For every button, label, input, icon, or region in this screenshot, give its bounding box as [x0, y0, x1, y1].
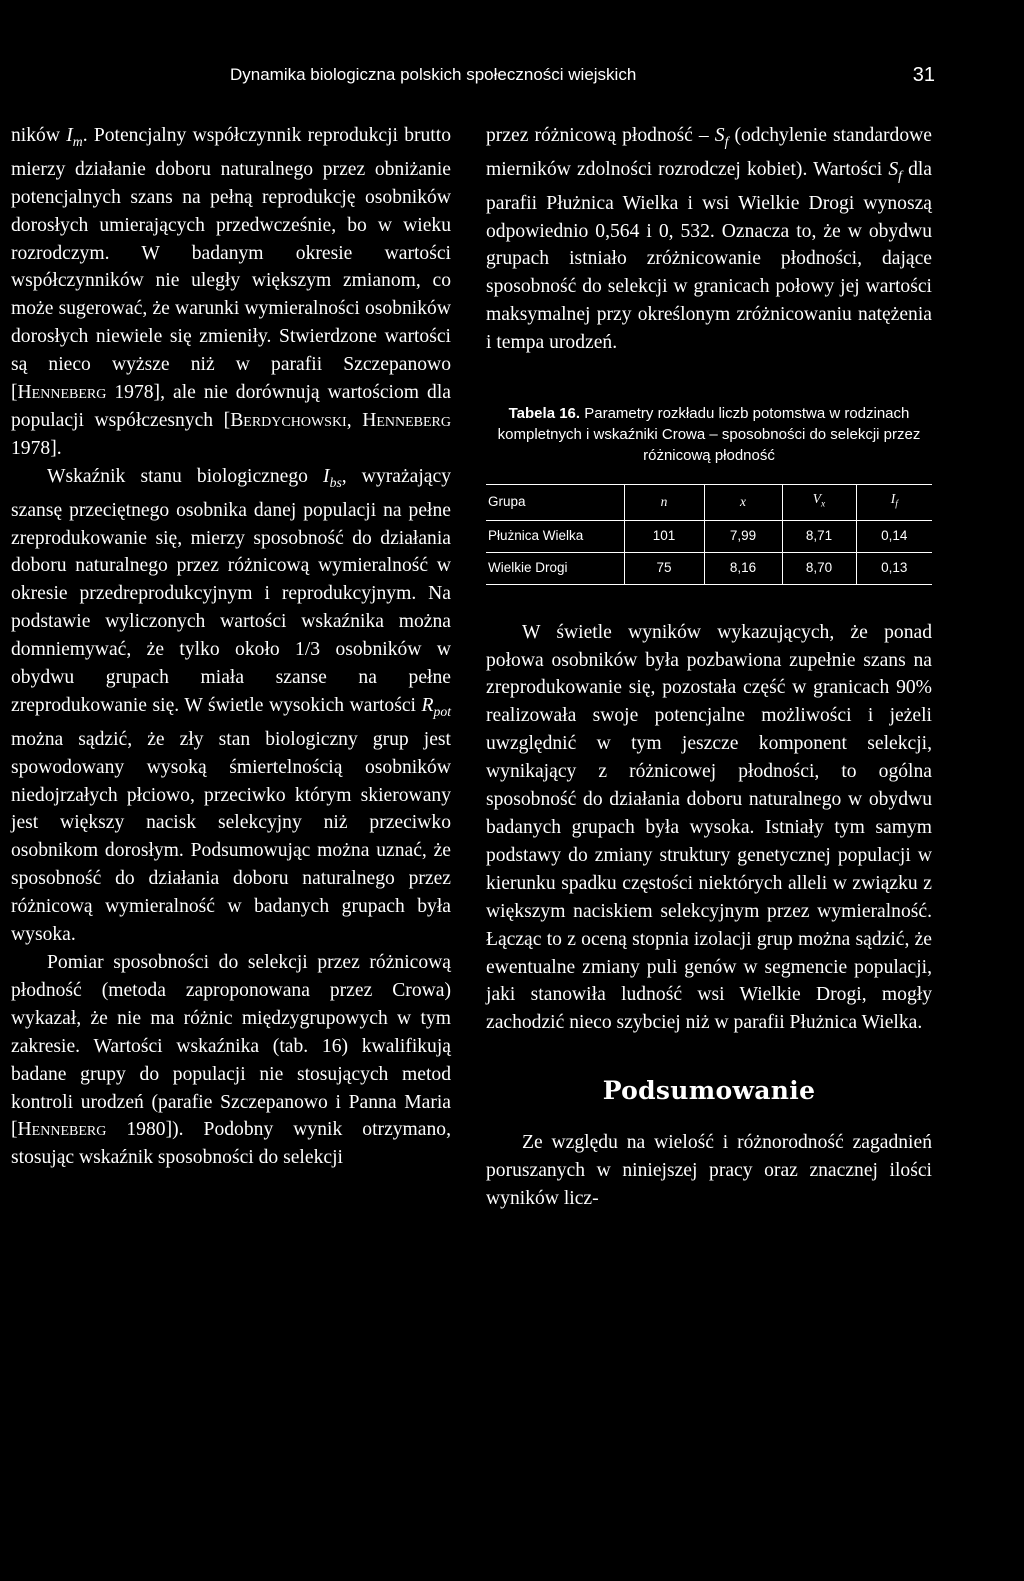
left-column — [11, 122, 451, 1172]
table-caption — [486, 403, 932, 466]
table-row — [486, 520, 932, 552]
table-cell: 75 — [624, 552, 704, 584]
paragraph: Pomiar sposobności do selekcji przez różnicową płodność (metoda zaproponowana przez Crowa) wykazał, że nie ma różnic międzygrupowych w tym zakresie. Wartości wskaźnika (tab. 16) kwalifikują badane grupy do populacji nie stosujących metod kontroli urodzeń (parafie Szczepanowo i Panna Maria [Henneberg 1980]). Podobny wynik otrzymano, stosując wskaźnik sposobności do selekcji — [11, 952, 451, 1169]
table-caption-text: Parametry rozkładu liczb potomstwa w rodzinach kompletnych i wskaźniki Crowa – sposobności do selekcji przez różnicową płodność — [497, 405, 921, 465]
table-cell: 7,99 — [704, 520, 782, 552]
column-header: x — [704, 485, 782, 521]
paragraph: Wskaźnik stanu biologicznego $I_{bs}$, wyrażający szansę przeciętnego osobnika danej populacji na pełne zreprodukowanie się, mierzy sposobność do działania doboru naturalnego przez różnicową wymieralność w okresie przedreprodukcyjnym i reprodukcyjnym. Na podstawie wyliczonych wartości wskaźnika można domniemywać, że tylko około 1/3 osobników w obydwu grupach miała szanse na pełne zreprodukowanie się. W świetle wysokich wartości $R_{pot}$ można sądzić, że zły stan biologiczny grup jest spowodowany wysoką śmiertelnością osobników niedojrzałych płciowo, przeciwko którym skierowany jest większy nacisk selekcyjny niż przeciwko osobnikom dorosłym. Podsumowując można uznać, że sposobność do działania doboru naturalnego przez różnicową wymieralność w badanych grupach była wysoka. — [11, 465, 451, 946]
paragraph: przez różnicową płodność – $S_f$ (odchylenie standardowe mierników zdolności rozrodczej kobiet). Wartości $S_f$ dla parafii Płużnica Wielka i wsi Wielkie Drogi wynoszą odpowiednio 0,564 i 0, 532. Oznacza to, że w obydwu grupach istniało zróżnicowanie płodności, dające sposobność do selekcji w granicach połowy jej wartości maksymalnej przy określonym zróżnicowaniu natężenia i tempa urodzeń. — [486, 125, 933, 354]
data-table — [486, 484, 932, 585]
table-cell: Wielkie Drogi — [488, 560, 568, 576]
table-cell: 8,71 — [782, 520, 856, 552]
column-header: $V_x$ — [782, 485, 856, 521]
table-cell: 0,13 — [856, 552, 932, 584]
table-cell: 8,16 — [704, 552, 782, 584]
table-cell: 0,14 — [856, 520, 932, 552]
paragraph: W świetle wyników wykazujących, że ponad połowa osobników była pozbawiona zupełnie szans na zreprodukowanie się, pozostała część w granicach 90% realizowała swoje potencjalne możliwości i jeżeli uwzględnić w tym jeszcze komponent selekcji, wynikający z różnicowej płodności, to ogólna sposobność do działania doboru naturalnego w obydwu badanych grupach była wysoka. Istniały tym samym podstawy do zmiany struktury genetycznej populacji w kierunku spadku częstości niektórych alleli w związku z większym naciskiem selekcyjnym przez wymieralność. Łącząc to z oceną stopnia izolacji grup można sądzić, że ewentualne zmiany puli genów w segmencie populacji, jaki stanowiła ludność wsi Wielkie Drogi, mogły zachodzić nieco szybciej niż w parafii Płużnica Wielka. — [486, 621, 932, 1034]
right-column — [486, 122, 932, 1213]
section-heading: Podsumowanie — [602, 1076, 816, 1106]
running-title: Dynamika biologiczna polskich społeczności wiejskich — [230, 65, 637, 84]
column-header: Grupa — [488, 494, 526, 510]
table-label: Tabela 16. — [508, 405, 581, 423]
table-header-row — [486, 485, 932, 521]
table-cell: 8,70 — [782, 552, 856, 584]
column-header: $I_f$ — [856, 485, 932, 521]
page-number: 31 — [912, 64, 935, 86]
paragraph: ników $I_m$. Potencjalny współczynnik reprodukcji brutto mierzy działanie doboru naturalnego przez obniżanie potencjalnych szans na pełną reprodukcję osobników dorosłych umierających przedwcześnie, bo w wieku rozrodczym. W badanym okresie wartości współczynników nie uległy większym zmianom, co może sugerować, że warunki wymieralności osobników dorosłych niewiele się zmieniły. Stwierdzone wartości są nieco wyższe niż w parafii Szczepanowo [Henneberg 1978], ale nie dorównują wartościom dla populacji współczesnych [Berdychowski, Henneberg 1978]. — [11, 125, 451, 459]
paragraph: Ze względu na wielość i różnorodność zagadnień poruszanych w niniejszej pracy oraz znacznej ilości wyników licz- — [486, 1132, 932, 1209]
table-cell: 101 — [624, 520, 704, 552]
table-cell: Płużnica Wielka — [488, 528, 584, 544]
column-header: n — [624, 485, 704, 521]
table-row — [486, 552, 932, 584]
running-header — [230, 60, 935, 90]
